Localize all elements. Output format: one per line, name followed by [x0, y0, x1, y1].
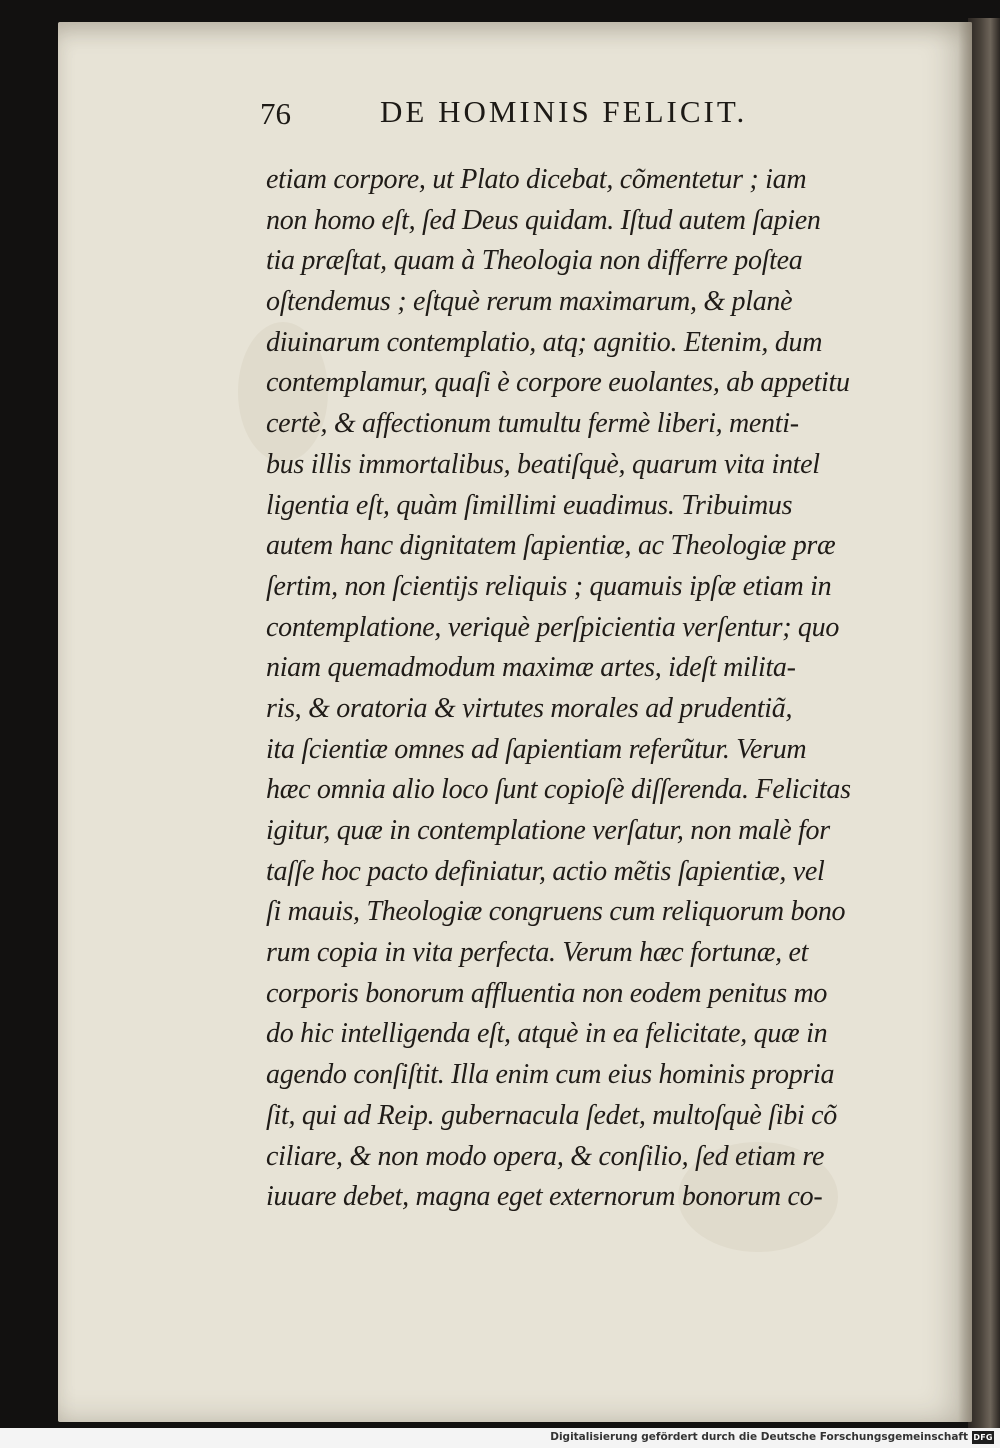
funding-credit: Digitalisierung gefördert durch die Deutsche Forschungsgemeinschaft: [550, 1431, 968, 1443]
page-edge-shadow: [958, 22, 972, 1422]
text-line: contemplamur, quaſi è corpore euolantes, ab appetitu: [266, 367, 850, 399]
running-head: DE HOMINIS FELICIT.: [380, 94, 748, 129]
text-line: diuinarum contemplatio, atq; agnitio. Etenim, dum: [266, 326, 823, 358]
text-line: ris, & oratoria & virtutes morales ad prudentiã,: [266, 692, 793, 724]
text-line: do hic intelligenda eſt, atquè in ea felicitate, quæ in: [266, 1018, 828, 1050]
text-line: tia præſtat, quam à Theologia non differre poſtea: [266, 245, 803, 277]
text-line: ſit, qui ad Reip. gubernacula ſedet, multoſquè ſibi cõ: [266, 1099, 837, 1131]
text-line: ciliare, & non modo opera, & conſilio, ſed etiam re: [266, 1140, 825, 1172]
page-number: 76: [260, 96, 291, 131]
text-line: ita ſcientiæ omnes ad ſapientiam referũtur. Verum: [266, 733, 807, 765]
body-text: [266, 160, 876, 1218]
text-line: bus illis immortalibus, beatiſquè, quarum vita intel: [266, 448, 820, 480]
text-line: non homo eſt, ſed Deus quidam. Iſtud autem ſapien: [266, 204, 821, 236]
text-line: autem hanc dignitatem ſapientiæ, ac Theologiæ præ: [266, 530, 836, 562]
text-line: niam quemadmodum maximæ artes, ideſt milita-: [266, 652, 796, 684]
text-line: ſi mauis, Theologiæ congruens cum reliquorum bono: [266, 896, 846, 928]
text-line: etiam corpore, ut Plato dicebat, cõmentetur ; iam: [266, 164, 807, 195]
text-line: oſtendemus ; eſtquè rerum maximarum, & planè: [266, 286, 793, 318]
text-line: igitur, quæ in contemplatione verſatur, non malè for: [266, 815, 830, 846]
text-line: ligentia eſt, quàm ſimillimi euadimus. Tribuimus: [266, 489, 793, 521]
text-line: iuuare debet, magna eget externorum bonorum co-: [266, 1181, 823, 1213]
text-line: agendo conſiſtit. Illa enim cum eius hominis propria: [266, 1059, 835, 1091]
text-line: ſertim, non ſcientijs reliquis ; quamuis ipſæ etiam in: [266, 570, 832, 602]
footer-bar: [0, 1428, 1000, 1448]
text-line: corporis bonorum affluentia non eodem penitus mo: [266, 977, 828, 1009]
text-line: contemplatione, veriquè perſpicientia verſentur; quo: [266, 611, 840, 643]
book-edge-backdrop: [968, 18, 1000, 1428]
page-header: [258, 88, 858, 138]
dfg-logo: DFG: [973, 1433, 993, 1442]
text-line: certè, & affectionum tumultu fermè liberi, menti-: [266, 408, 799, 440]
text-line: taſſe hoc pacto definiatur, actio mẽtis ſapientiæ, vel: [266, 855, 825, 887]
text-line: hæc omnia alio loco ſunt copioſè diſſerenda. Felicitas: [266, 774, 851, 806]
text-line: rum copia in vita perfecta. Verum hæc fortunæ, et: [266, 937, 809, 969]
